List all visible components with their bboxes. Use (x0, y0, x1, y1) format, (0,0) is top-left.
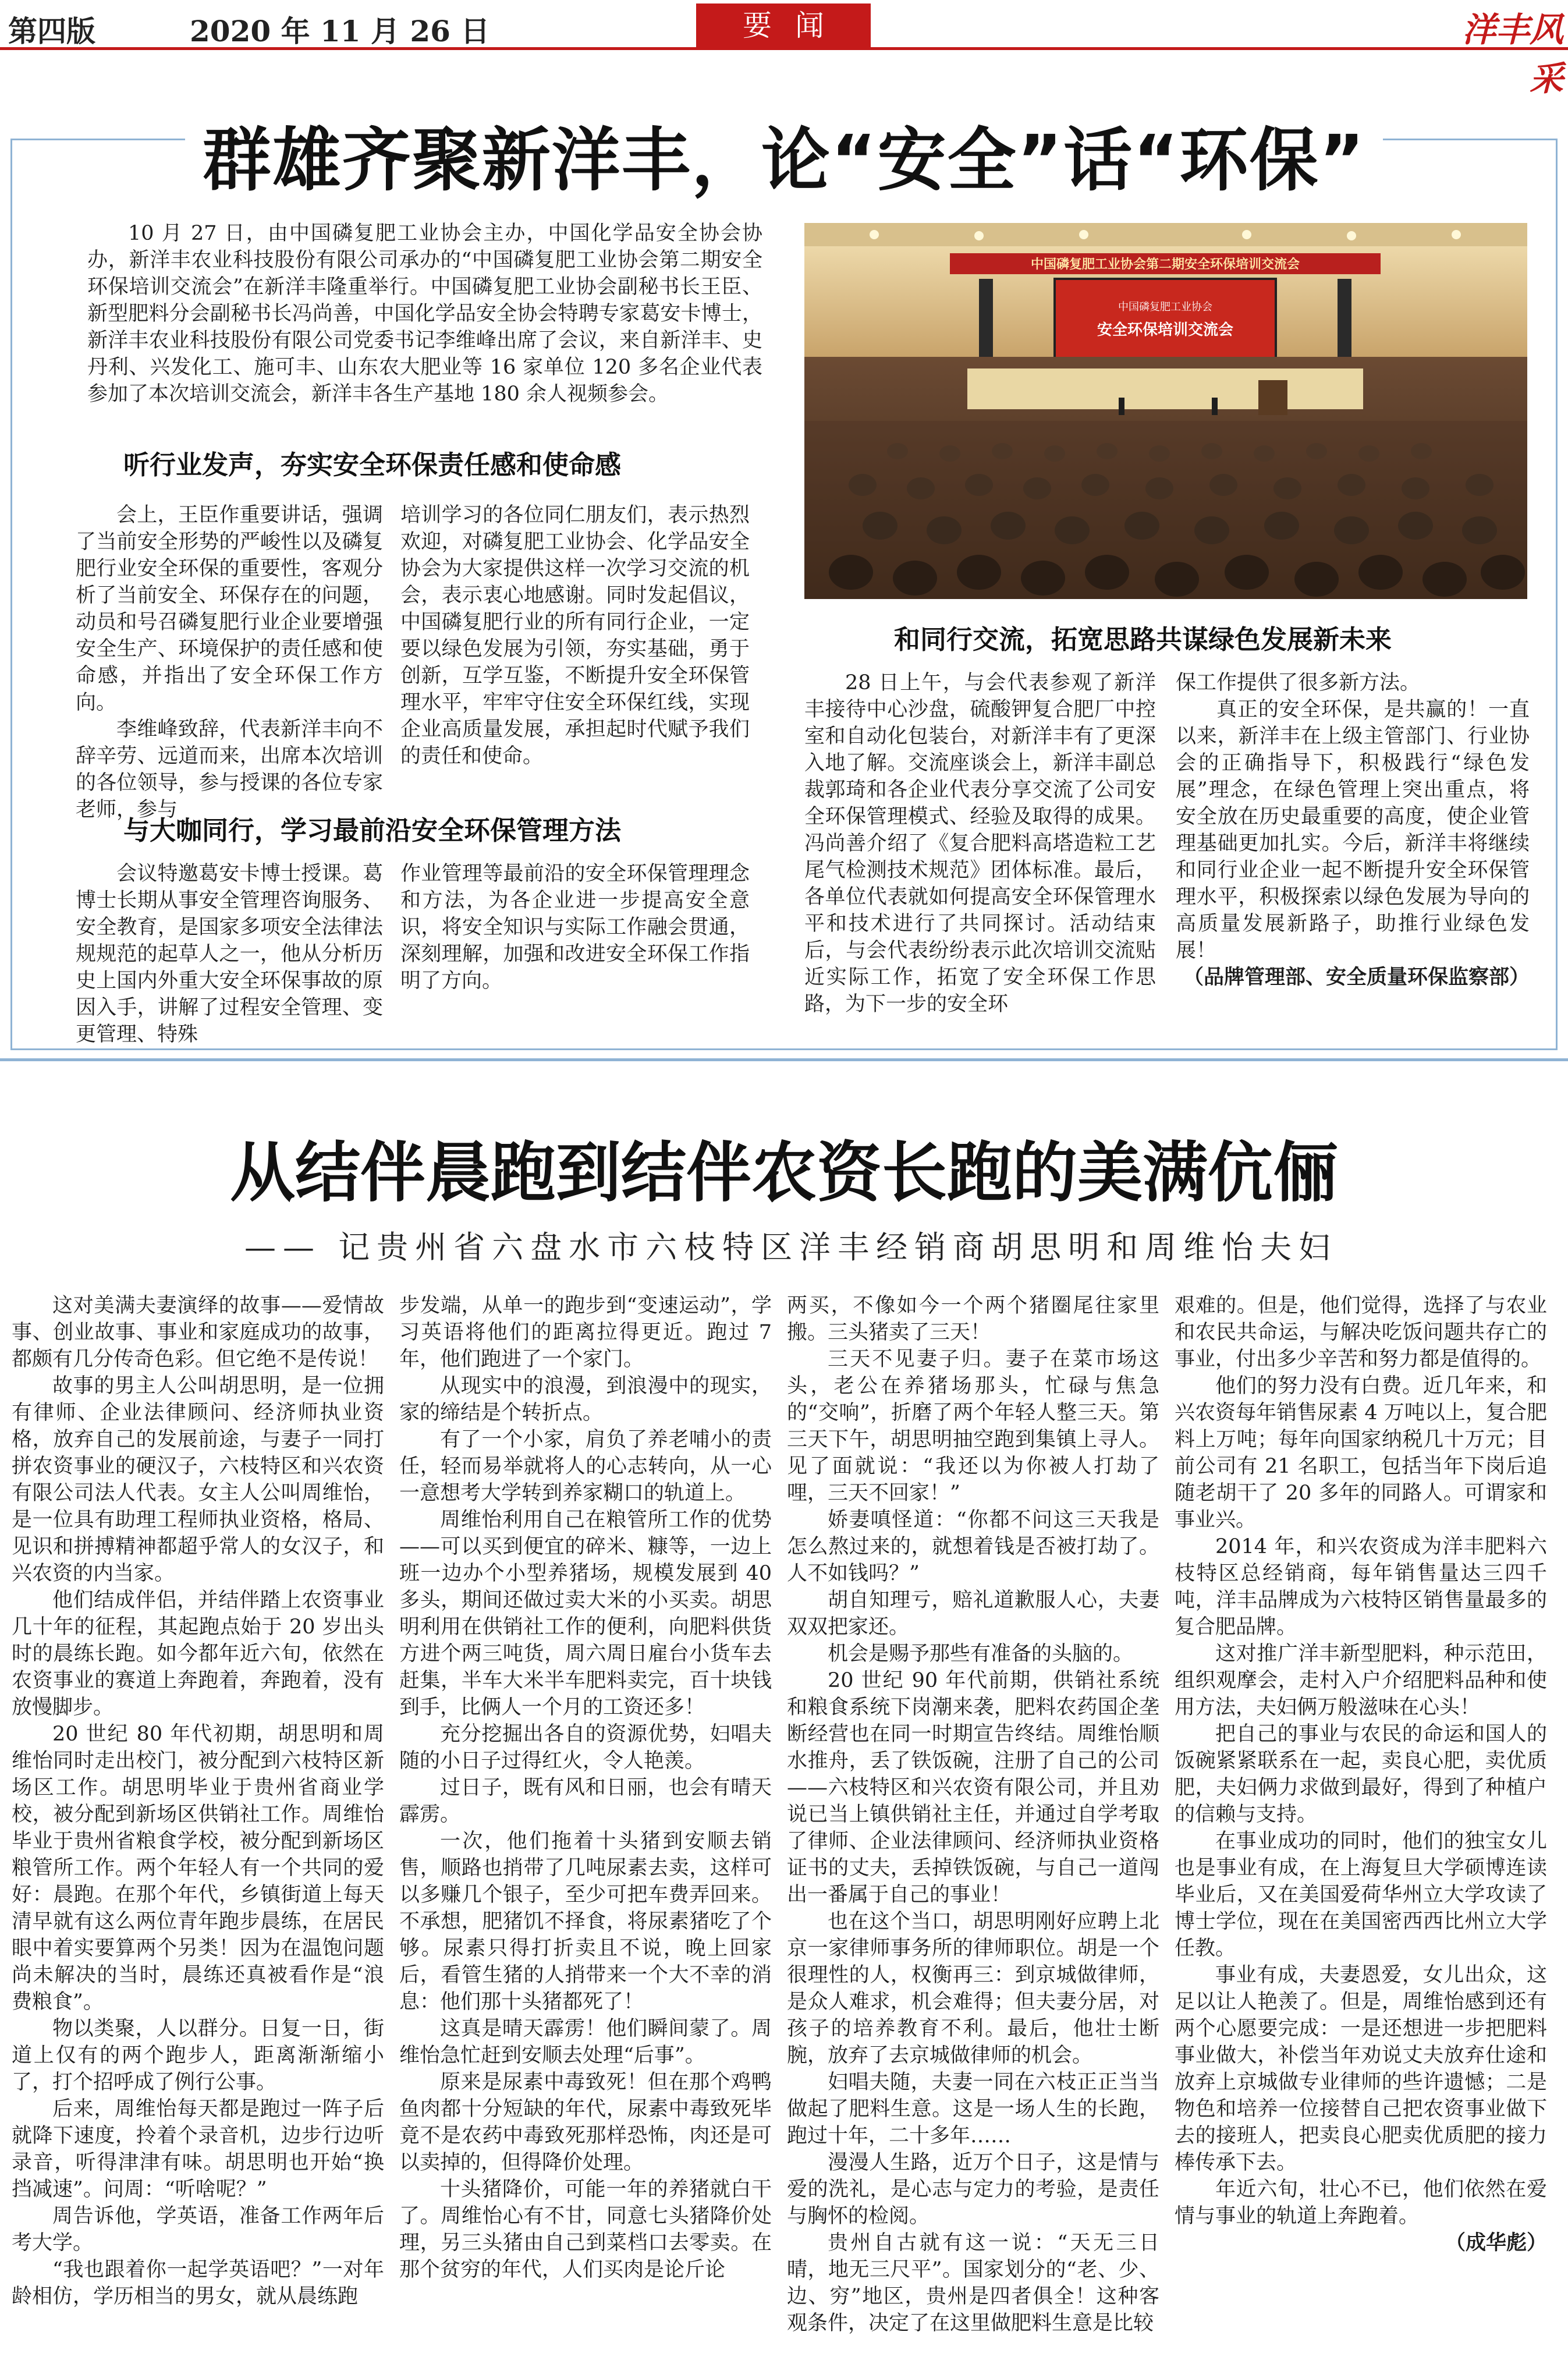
article1-sec2-right: 作业管理等最前沿的安全环保管理理念和方法，为各企业进一步提高安全意识，将安全知识与实际工作融会贯通，深刻理解，加强和改进安全环保工作指明了方向。 (400, 862, 750, 993)
article2-byline: （成华彪） (1445, 2231, 1547, 2255)
article1-subheading-1: 听行业发声，夯实安全环保责任感和使命感 (123, 449, 622, 480)
conference-photo (804, 223, 1527, 599)
article-separator (0, 1058, 1568, 1061)
svg-text:安全环保培训交流会: 安全环保培训交流会 (1097, 321, 1234, 339)
article1-subheading-2: 与大咖同行，学习最前沿安全环保管理方法 (123, 815, 622, 846)
conference-hall-image (804, 223, 1527, 599)
article1-title: 群雄齐聚新洋丰，论“安全”话“环保” (0, 105, 1568, 204)
article2-subtitle: —— 记贵州省六盘水市六枝特区洋丰经销商胡思明和周维怡夫妇 (244, 1229, 1338, 1266)
article1-sec3-right: 保工作提供了很多新方法。 真正的安全环保，是共赢的！一直以来，新洋丰在上级主管部门、行业协会的正确指导下，积极践行“绿色发展”理念，在绿色管理上突出重点，将安全放在历史最重要的高度，使企业管理基础更加扎实。今后，新洋丰将继续和同行业企业一起不断提升安全环保管理水平，积极探索以绿色发展为导向的高质量发展新路子，助推行业绿色发展！ （品牌管理部、安全质量环保监察部） (1176, 669, 1530, 991)
article1-subheading-3: 和同行交流，拓宽思路共谋绿色发展新未来 (894, 624, 1392, 655)
brand-logo: 洋丰风采 (1461, 10, 1563, 98)
article1-sec3-left: 28 日上午，与会代表参观了新洋丰接待中心沙盘，硫酸钾复合肥厂中控室和自动化包装台，对新洋丰有了更深入地了解。交流座谈会上，新洋丰副总裁郭琦和各企业代表分享交流了公司安全环保管理模式、经验及取得的成果。冯尚善介绍了《复合肥料高塔造粒工艺尾气检测技术规范》团体标准。最后，各单位代表就如何提高安全环保管理水平和技术进行了共同探讨。活动结束后，与会代表纷纷表示此次培训交流贴近实际工作，拓宽了安全环保工作思路，为下一步的安全环 (804, 671, 1156, 1016)
article1-intro: 10 月 27 日，由中国磷复肥工业协会主办，中国化学品安全协会协办，新洋丰农业科技股份有限公司承办的“中国磷复肥工业协会第二期安全环保培训交流会”在新洋丰隆重举行。中国磷复肥工业协会副秘书长王臣、新型肥料分会副秘书长冯尚善，中国化学品安全协会特聘专家葛安卡博士，新洋丰农业科技股份有限公司党委书记李维峰出席了会议，来自新洋丰、史丹利、兴发化工、施可丰、山东农大肥业等 16 家单位 120 多名企业代表参加了本次培训交流会，新洋丰各生产基地 180 余人视频参会。 (87, 222, 762, 406)
page-header (0, 0, 1568, 98)
edition-label: 第四版 (8, 14, 95, 48)
article1-byline: （品牌管理部、安全质量环保监察部） (1183, 966, 1530, 989)
article1-sec2-left: 会议特邀葛安卡博士授课。葛博士长期从事安全管理咨询服务、安全教育，是国家多项安全法律法规规范的起草人之一，他从分析历史上国内外重大安全环保事故的原因入手，讲解了过程安全管理、变更管理、特殊 (76, 862, 383, 1046)
article2-column-2: 步发端，从单一的跑步到“变速运动”，学习英语将他们的距离拉得更近。跑过 7 年，他们跑进了一个家门。 从现实中的浪漫，到浪漫中的现实，家的缔结是个转折点。 有了一个小家，肩负了养老哺小的责任，轻而易举就将人的心志转向，从一心一意想考大学转到养家糊口的轨道上。 周维怡利用自己在粮管所工作的优势——可以买到便宜的碎米、糠等，一边上班一边办个小型养猪场，规模发展到 40 多头，期间还做过卖大米的小买卖。胡思明利用在供销社工作的便利，向肥料供货方进个两三吨货，周六周日雇台小货车去赶集，半车大米半车肥料卖完，百十块钱到手，比俩人一个月的工资还多！ 充分挖掘出各自的资源优势，妇唱夫随的小日子过得红火，令人艳羡。 过日子，既有风和日丽，也会有晴天霹雳。 一次，他们拖着十头猪到安顺去销售，顺路也捎带了几吨尿素去卖，这样可以多赚几个银子，至少可把车费弄回来。不承想，肥猪饥不择食，将尿素猪吃了个够。尿素只得打折卖且不说，晚上回家后，看管生猪的人捎带来一个大不幸的消息：他们那十头猪都死了！ 这真是晴天霹雳！他们瞬间蒙了。周维怡急忙赶到安顺去处理“后事”。 原来是尿素中毒致死！但在那个鸡鸭鱼肉都十分短缺的年代，尿素中毒致死毕竟不是农药中毒致死那样恐怖，肉还是可以卖掉的，但得降价处理。 十头猪降价，可能一年的养猪就白干了。周维怡心有不甘，同意七头猪降价处理，另三头猪由自己到菜档口去零卖。在那个贫穷的年代，人们买肉是论斤论 (399, 1294, 772, 2281)
article1-sec1-left: 会上，王臣作重要讲话，强调了当前安全形势的严峻性以及磷复肥行业安全环保的重要性，客观分析了当前安全、环保存在的问题，动员和号召磷复肥行业企业要增强安全生产、环境保护的责任感和使命感，并指出了安全环保工作方向。 李维峰致辞，代表新洋丰向不辞辛劳、远道而来，出席本次培训的各位领导，参与授课的各位专家老师，参与 (76, 504, 383, 821)
svg-text:中国磷复肥工业协会: 中国磷复肥工业协会 (1118, 301, 1212, 313)
article2-column-3: 两买，不像如今一个两个猪圈尾往家里搬。三头猪卖了三天！ 三天不见妻子归。妻子在菜市场这头，老公在养猪场那头，忙碌与焦急的“交响”，折磨了两个年轻人整三天。第三天下午，胡思明抽空跑到集镇上寻人。见了面就说：“我还以为你被人打劫了哩，三天不回家！” 娇妻嗔怪道：“你都不问这三天我是怎么熬过来的，就想着钱是否被打劫了。人不如钱吗？” 胡自知理亏，赔礼道歉服人心，夫妻双双把家还。 机会是赐予那些有准备的头脑的。 20 世纪 90 年代前期，供销社系统和粮食系统下岗潮来袭，肥料农药国企垄断经营也在同一时期宣告终结。周维怡顺水推舟，丢了铁饭碗，注册了自己的公司——六枝特区和兴农资有限公司，并且劝说已当上镇供销社主任，并通过自学考取了律师、企业法律顾问、经济师执业资格证书的丈夫，丢掉铁饭碗，与自己一道闯出一番属于自己的事业！ 也在这个当口，胡思明刚好应聘上北京一家律师事务所的律师职位。胡是一个很理性的人，权衡再三：到京城做律师，是众人难求，机会难得；但夫妻分居，对孩子的培养教育不利。最后，他壮士断腕，放弃了去京城做律师的机会。 妇唱夫随，夫妻一同在六枝正正当当做起了肥料生意。这是一场人生的长跑，跑过十年，二十多年…… 漫漫人生路，近万个日子，这是情与爱的洗礼，是心志与定力的考验，是责任与胸怀的检阅。 贵州自古就有这一说：“天无三日晴，地无三尺平”。国家划分的“老、少、边、穷”地区，贵州是四者俱全！这种客观条件，决定了在这里做肥料生意是比较 (787, 1294, 1159, 2335)
photo-banner-text: 中国磷复肥工业协会第二期安全环保培训交流会 (1030, 257, 1300, 272)
article1-sec1-right: 培训学习的各位同仁朋友们，表示热烈欢迎，对磷复肥工业协会、化学品安全协会为大家提供这样一次学习交流的机会，表示衷心地感谢。同时发起倡议，中国磷复肥行业的所有同行企业，一定要以绿色发展为引领，夯实基础，勇于创新，互学互鉴，不断提升安全环保管理水平，牢牢守住安全环保红线，实现企业高质量发展，承担起时代赋予我们的责任和使命。 (400, 504, 750, 768)
issue-date: 2020 年 11 月 26 日 (190, 14, 490, 48)
article2-column-4: 艰难的。但是，他们觉得，选择了与农业和农民共命运，与解决吃饭问题共存亡的事业，付出多少辛苦和努力都是值得的。 他们的努力没有白费。近几年来，和兴农资每年销售尿素 4 万吨以上，复合肥料上万吨；每年向国家纳税几十万元；目前公司有 21 名职工，包括当年下岗后追随老胡干了 20 多年的同路人。可谓家和事业兴。 2014 年，和兴农资成为洋丰肥料六枝特区总经销商，每年销售量达三四千吨，洋丰品牌成为六枝特区销售量最多的复合肥品牌。 这对推广洋丰新型肥料，种示范田，组织观摩会，走村入户介绍肥料品种和使用方法，夫妇俩万般滋味在心头！ 把自己的事业与农民的命运和国人的饭碗紧紧联系在一起，卖良心肥，卖优质肥，夫妇俩力求做到最好，得到了种植户的信赖与支持。 在事业成功的同时，他们的独宝女儿也是事业有成，在上海复旦大学硕博连读毕业后，又在美国爱荷华州立大学攻读了博士学位，现在在美国密西西比州立大学任教。 事业有成，夫妻恩爱，女儿出众，这足以让人艳羡了。但是，周维怡感到还有两个心愿要完成：一是还想进一步把肥料事业做大，补偿当年劝说丈夫放弃仕途和放弃上京城做专业律师的些许遗憾；二是物色和培养一位接替自己把农资事业做下去的接班人，把卖良心肥卖优质肥的接力棒传承下去。 年近六旬，壮心不已，他们依然在爱情与事业的轨道上奔跑着。 （成华彪） (1175, 1292, 1547, 2353)
article2-title: 从结伴晨跑到结伴农资长跑的美满伉俪 (230, 1135, 1338, 1211)
section-tag: 要闻 (696, 3, 871, 48)
article2-column-1: 这对美满夫妻演绎的故事——爱情故事、创业故事、事业和家庭成功的故事，都颇有几分传奇色彩。但它绝不是传说！ 故事的男主人公叫胡思明，是一位拥有律师、企业法律顾问、经济师执业资格，放弃自己的发展前途，与妻子一同打拼农资事业的硬汉子，六枝特区和兴农资有限公司法人代表。女主人公叫周维怡，是一位具有助理工程师执业资格，格局、见识和拼搏精神都超乎常人的女汉子，和兴农资的内当家。 他们结成伴侣，并结伴踏上农资事业几十年的征程，其起跑点始于 20 岁出头时的晨练长跑。如今都年近六旬，依然在农资事业的赛道上奔跑着，奔跑着，没有放慢脚步。 20 世纪 80 年代初期，胡思明和周维怡同时走出校门，被分配到六枝特区新场区工作。胡思明毕业于贵州省商业学校，被分配到新场区供销社工作。周维怡毕业于贵州省粮食学校，被分配到新场区粮管所工作。两个年轻人有一个共同的爱好：晨跑。在那个年代，乡镇街道上每天清早就有这么两位青年跑步晨练，在居民眼中着实要算两个另类！因为在温饱问题尚未解决的当时，晨练还真被看作是“浪费粮食”。 物以类聚，人以群分。日复一日，街道上仅有的两个跑步人，距离渐渐缩小了，打个招呼成了例行公事。 后来，周维怡每天都是跑过一阵子后就降下速度，拎着个录音机，边步行边听录音，听得津津有味。胡思明也开始“换挡减速”。问周：“听啥呢？” 周告诉他，学英语，准备工作两年后考大学。 “我也跟着你一起学英语吧？”一对年龄相仿，学历相当的男女，就从晨练跑 (12, 1294, 384, 2308)
